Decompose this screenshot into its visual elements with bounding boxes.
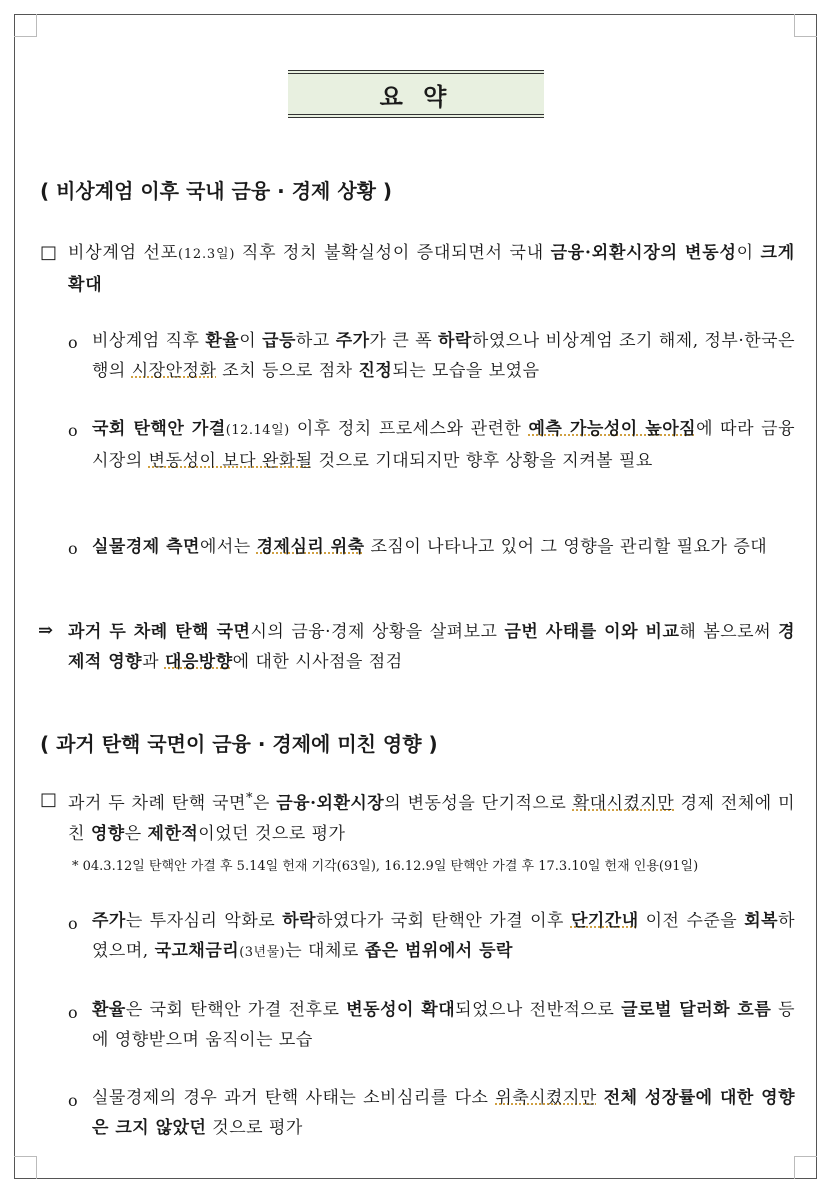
section1-sub-2: [92, 414, 795, 476]
text-run: 경제 전체에 미친: [68, 793, 795, 844]
text-run: 조치 등으로 점차: [216, 361, 359, 381]
text-run: 경제적 영향: [68, 622, 795, 672]
section1-sub-3: [92, 532, 795, 562]
text-run: 은 국회 탄핵안 가결 전후로: [125, 1000, 347, 1020]
section2-sub-1: [92, 906, 795, 968]
text-run: 이전 수준을: [638, 911, 745, 931]
corner-mark: [14, 14, 37, 37]
text-run: 실물경제 측면: [92, 537, 200, 557]
section-heading-1: ( 비상계엄 이후 국내 금융 · 경제 상황 ): [40, 179, 393, 203]
text-run: 조짐이 나타나고 있어 그 영향을 관리할 필요가 증대: [364, 537, 768, 557]
text-run: 변동성이 확대: [346, 1000, 456, 1020]
text-run: 은: [252, 793, 277, 814]
circle-bullet-icon: o: [68, 539, 78, 558]
text-run: 하락: [438, 331, 472, 351]
text-run: 주가: [335, 331, 370, 351]
text-run: 제한적: [147, 823, 199, 844]
text-run: 이: [736, 243, 761, 263]
text-run: 가 큰 폭: [369, 331, 439, 351]
text-run: (3년물): [239, 945, 286, 960]
section1-main-paragraph: [68, 238, 795, 300]
text-run: 글로벌 달러화 흐름: [621, 1000, 772, 1020]
text-run: 확대시켰지만: [572, 793, 675, 814]
text-run: 것으로 평가: [206, 1118, 303, 1138]
text-run: 해 봄으로써: [679, 622, 779, 642]
text-run: 하였다가 국회 탄핵안 가결 이후: [316, 911, 571, 931]
text-run: 금융·외환시장의 변동성: [550, 243, 737, 263]
circle-bullet-icon: o: [68, 333, 78, 352]
text-run: 등에 영향받으며 움직이는 모습: [92, 1000, 796, 1050]
text-run: 진정: [358, 361, 393, 381]
text-run: 주가: [92, 911, 126, 931]
text-run: 변동성이 보다 완화될: [148, 451, 313, 471]
text-run: 것으로 기대되지만 향후 상황을 지켜볼 필요: [312, 451, 653, 471]
text-run: 국고채금리: [154, 941, 240, 961]
text-run: 국회 탄핵안 가결: [92, 419, 226, 439]
text-run: 에 대한 시사점을 점검: [232, 652, 403, 672]
text-run: 위축시켰지만: [495, 1088, 597, 1108]
text-run: 되었으나 전반적으로: [455, 1000, 622, 1020]
text-run: 시의 금융·경제 상황을 살펴보고: [250, 622, 505, 642]
section-heading-2: ( 과거 탄핵 국면이 금융 · 경제에 미친 영향 ): [40, 732, 438, 756]
text-run: 의 변동성을 단기적으로: [384, 793, 573, 814]
text-run: 금융·외환시장: [276, 793, 385, 814]
corner-mark: [794, 14, 817, 37]
text-run: 대응방향: [164, 652, 233, 672]
section2-main-paragraph: [68, 784, 795, 849]
circle-bullet-icon: o: [68, 1091, 78, 1110]
text-run: 경제심리 위축: [256, 537, 365, 557]
corner-mark: [14, 1156, 37, 1179]
text-run: 하고: [295, 331, 336, 351]
text-run: 영향: [90, 823, 125, 844]
text-run: [597, 1088, 604, 1108]
text-run: 이었던 것으로 평가: [198, 823, 346, 844]
text-run: 되는 모습을 보였음: [392, 361, 540, 381]
text-run: 단기간내: [570, 911, 639, 931]
page-title: 요 약: [288, 70, 544, 118]
section1-conclusion: [68, 617, 795, 677]
circle-bullet-icon: o: [68, 914, 78, 933]
square-bullet-icon: □: [40, 789, 58, 810]
text-run: *: [245, 791, 253, 806]
text-run: 회복: [744, 911, 779, 931]
text-run: 시장안정화: [131, 361, 217, 381]
text-run: 실물경제의 경우 과거 탄핵 사태는 소비심리를 다소: [92, 1088, 496, 1108]
footnote: * 04.3.12일 탄핵안 가결 후 5.14일 헌재 기각(63일), 16.12.9일 탄핵안 가결 후 17.3.10일 헌재 인용(91일): [72, 859, 699, 874]
text-run: 하였으며,: [92, 911, 795, 961]
text-run: 에서는: [199, 537, 257, 557]
text-run: 급등: [262, 331, 296, 351]
corner-mark: [794, 1156, 817, 1179]
section2-sub-2: [92, 995, 795, 1055]
text-run: 과거 두 차례 탄핵 국면: [68, 793, 246, 814]
text-run: 비상계엄 선포: [68, 243, 178, 263]
arrow-icon: ⇒: [38, 620, 54, 641]
square-bullet-icon: □: [40, 242, 58, 263]
circle-bullet-icon: o: [68, 1003, 78, 1022]
text-run: 과: [142, 652, 165, 672]
section2-sub-3: [92, 1083, 795, 1143]
text-run: 비상계엄 직후: [92, 331, 206, 351]
text-run: 크게 확대: [68, 243, 795, 295]
text-run: 금번 사태를 이와 비교: [504, 622, 680, 642]
text-run: 하락: [282, 911, 317, 931]
text-run: 는 대체로: [285, 941, 365, 961]
text-run: (12.3일): [177, 247, 236, 262]
text-run: (12.14일): [225, 423, 290, 438]
text-run: 는 투자심리 악화로: [125, 911, 283, 931]
text-run: 좁은 범위에서 등락: [364, 941, 513, 961]
text-run: 이: [239, 331, 263, 351]
text-run: 이후 정치 프로세스와 관련한: [289, 419, 529, 439]
text-run: 예측 가능성이 높아짐: [528, 419, 697, 439]
text-run: 에 따라 금융시장의: [92, 419, 796, 471]
text-run: 환율: [92, 1000, 126, 1020]
section1-sub-1: [92, 326, 795, 386]
text-run: 하였으나 비상계엄 조기 해제, 정부·한국은행의: [92, 331, 796, 381]
text-run: 직후 정치 불확실성이 증대되면서 국내: [235, 243, 551, 263]
text-run: 전체 성장률에 대한 영향은 크지 않았던: [92, 1088, 795, 1138]
circle-bullet-icon: o: [68, 421, 78, 440]
text-run: 환율: [205, 331, 240, 351]
text-run: 과거 두 차례 탄핵 국면: [68, 622, 251, 642]
text-run: 은: [124, 823, 148, 844]
